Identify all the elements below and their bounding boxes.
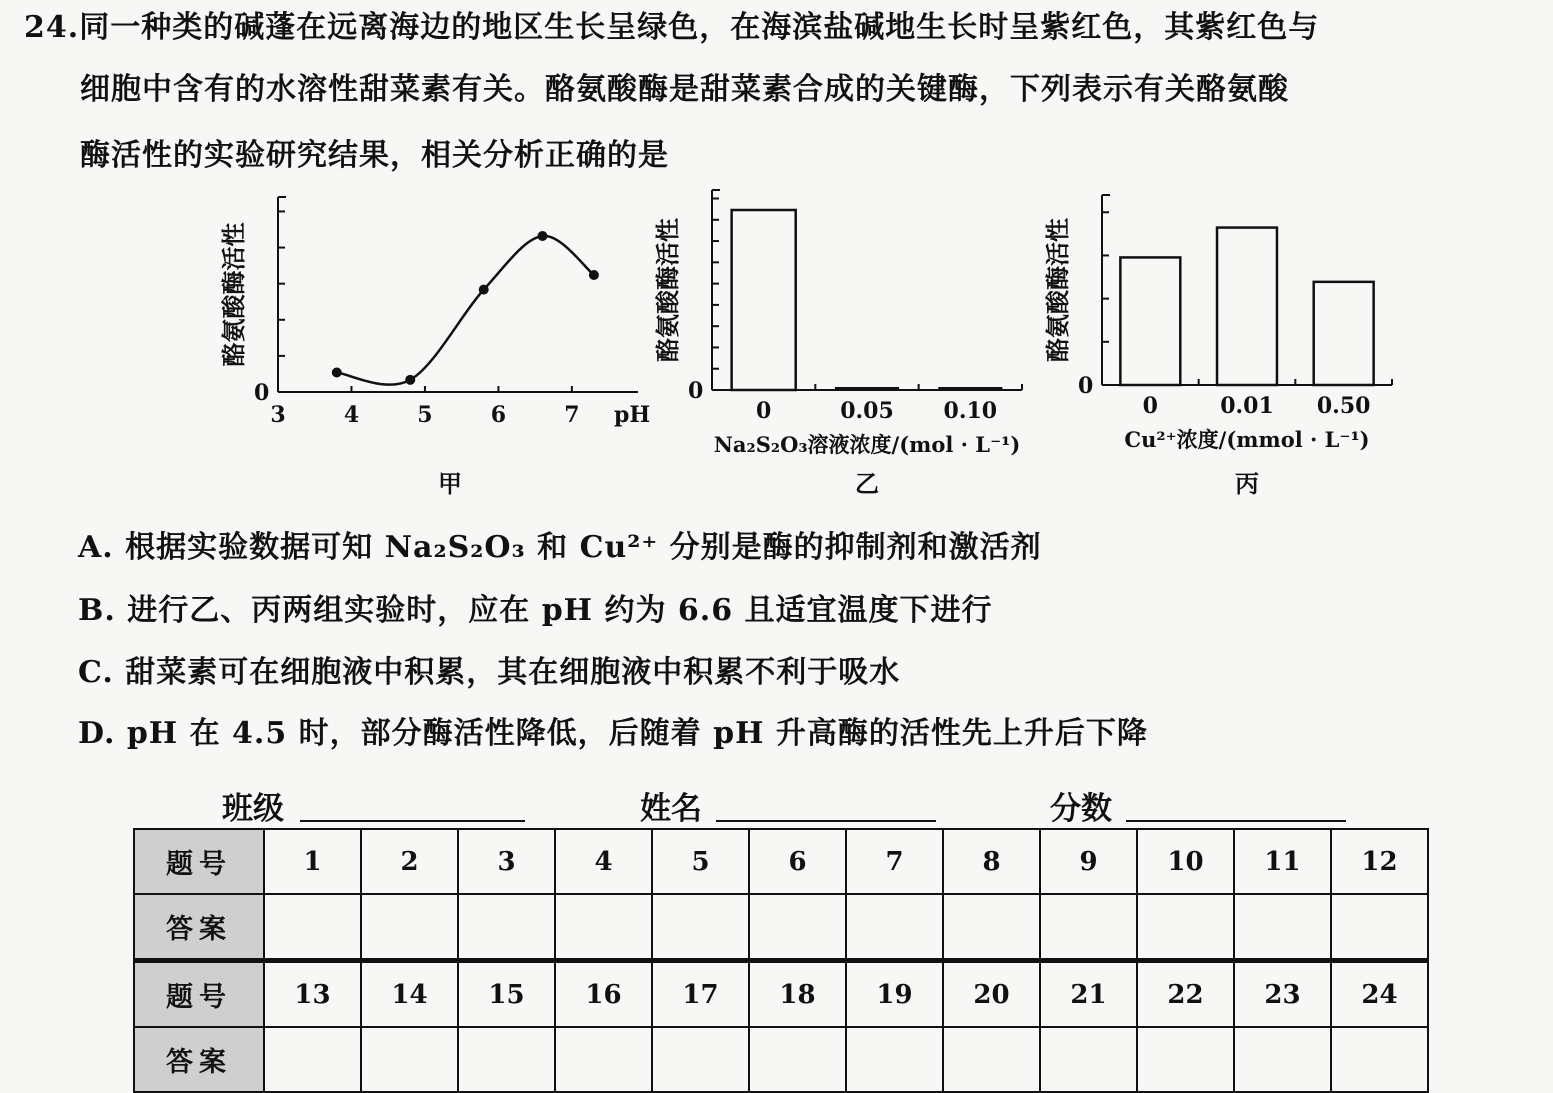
q-number: 9 — [1040, 829, 1137, 894]
answer-cell[interactable] — [555, 1027, 652, 1092]
answer-cell[interactable] — [264, 894, 361, 961]
chart-bing — [1043, 195, 1392, 498]
x-tick-label: 7 — [564, 402, 580, 428]
question-text-1: 同一种类的碱蓬在远离海边的地区生长呈绿色，在海滨盐碱地生长时呈紫红色，其紫红色与 — [79, 10, 1320, 45]
answer-cell[interactable] — [749, 894, 846, 961]
answer-cell[interactable] — [458, 1027, 555, 1092]
score-label: 分数 — [1050, 791, 1112, 827]
y-axis-label: 酪氨酸酶活性 — [1043, 218, 1072, 362]
answer-cell[interactable] — [652, 894, 749, 961]
score-blank[interactable] — [1126, 818, 1346, 822]
q-number: 22 — [1137, 961, 1234, 1028]
q-number: 16 — [555, 961, 652, 1028]
activity-curve — [337, 236, 594, 385]
q-number: 12 — [1331, 829, 1428, 894]
q-number: 19 — [846, 961, 943, 1028]
chart-caption: 丙 — [1235, 469, 1259, 498]
answer-cell[interactable] — [1331, 894, 1428, 961]
answer-cell[interactable] — [264, 1027, 361, 1092]
answer-grid — [133, 828, 1429, 1093]
answer-cell[interactable] — [943, 1027, 1040, 1092]
y-origin-label: 0 — [254, 380, 270, 406]
y-origin-label: 0 — [1078, 373, 1094, 399]
q-number: 5 — [652, 829, 749, 894]
question-number: 24. — [24, 10, 80, 45]
x-tick-label: 5 — [417, 402, 433, 428]
option-a[interactable]: A. 根据实验数据可知 Na₂S₂O₃ 和 Cu²⁺ 分别是酶的抑制剂和激活剂 — [78, 530, 1042, 565]
q-number: 24 — [1331, 961, 1428, 1028]
x-tick-label: 0 — [756, 398, 772, 424]
number-row-1 — [134, 829, 1428, 894]
row-header-answer: 答案 — [134, 894, 264, 961]
bar — [1120, 257, 1180, 385]
x-axis-label: Na₂S₂O₃溶液浓度/(mol · L⁻¹) — [713, 432, 1021, 457]
bar — [1217, 228, 1277, 385]
chart-jia — [219, 197, 650, 498]
x-axis-label: pH — [614, 402, 651, 428]
q-number: 20 — [943, 961, 1040, 1028]
question-line-3: 酶活性的实验研究结果，相关分析正确的是 — [80, 138, 669, 173]
q-number: 11 — [1234, 829, 1331, 894]
q-number: 2 — [361, 829, 458, 894]
answer-cell[interactable] — [749, 1027, 846, 1092]
class-blank[interactable] — [300, 818, 525, 822]
chart-caption: 甲 — [438, 469, 462, 498]
row-header-answer: 答案 — [134, 1027, 264, 1092]
x-tick-label: 0.50 — [1316, 393, 1371, 419]
q-number: 10 — [1137, 829, 1234, 894]
q-number: 14 — [361, 961, 458, 1028]
x-tick-label: 0.01 — [1220, 393, 1274, 419]
q-number: 15 — [458, 961, 555, 1028]
name-blank[interactable] — [716, 818, 936, 822]
x-tick-label: 4 — [343, 402, 360, 428]
answer-cell[interactable] — [1331, 1027, 1428, 1092]
y-axis-label: 酪氨酸酶活性 — [653, 218, 682, 362]
bar — [1314, 282, 1374, 385]
answer-row-1 — [134, 894, 1428, 961]
q-number: 23 — [1234, 961, 1331, 1028]
option-d[interactable]: D. pH 在 4.5 时，部分酶活性降低，后随着 pH 升高酶的活性先上升后下降 — [78, 716, 1148, 751]
answer-cell[interactable] — [458, 894, 555, 961]
class-label: 班级 — [222, 791, 284, 827]
option-c[interactable]: C. 甜菜素可在细胞液中积累，其在细胞液中积累不利于吸水 — [78, 655, 901, 690]
charts-figure — [0, 180, 1553, 510]
y-origin-label: 0 — [688, 378, 704, 404]
name-label: 姓名 — [640, 791, 702, 827]
chart-yi — [653, 190, 1022, 498]
data-point — [479, 285, 489, 295]
q-number: 17 — [652, 961, 749, 1028]
answer-cell[interactable] — [1040, 894, 1137, 961]
answer-cell[interactable] — [846, 894, 943, 961]
q-number: 3 — [458, 829, 555, 894]
number-row-2 — [134, 961, 1428, 1028]
answer-cell[interactable] — [1137, 894, 1234, 961]
data-point — [589, 270, 599, 280]
x-tick-label: 0.05 — [840, 398, 894, 424]
answer-cell[interactable] — [1137, 1027, 1234, 1092]
question-line-1 — [24, 2, 1319, 46]
q-number: 13 — [264, 961, 361, 1028]
row-header-number: 题号 — [134, 961, 264, 1028]
q-number: 18 — [749, 961, 846, 1028]
q-number: 4 — [555, 829, 652, 894]
option-b[interactable]: B. 进行乙、丙两组实验时，应在 pH 约为 6.6 且适宜温度下进行 — [78, 593, 993, 628]
x-tick-label: 6 — [490, 402, 507, 428]
q-number: 6 — [749, 829, 846, 894]
x-tick-label: 0 — [1142, 393, 1158, 419]
answer-cell[interactable] — [361, 1027, 458, 1092]
answer-cell[interactable] — [652, 1027, 749, 1092]
answer-cell[interactable] — [1234, 1027, 1331, 1092]
answer-cell[interactable] — [1040, 1027, 1137, 1092]
q-number: 7 — [846, 829, 943, 894]
bar — [732, 210, 796, 390]
x-tick-label: 3 — [270, 402, 286, 428]
chart-caption: 乙 — [855, 469, 879, 498]
answer-cell[interactable] — [1234, 894, 1331, 961]
answer-cell[interactable] — [555, 894, 652, 961]
x-tick-label: 0.10 — [943, 398, 998, 424]
data-point — [405, 375, 415, 385]
answer-row-2 — [134, 1027, 1428, 1092]
answer-cell[interactable] — [361, 894, 458, 961]
answer-cell[interactable] — [943, 894, 1040, 961]
y-axis-label: 酪氨酸酶活性 — [219, 222, 248, 367]
data-point — [537, 231, 547, 241]
answer-cell[interactable] — [846, 1027, 943, 1092]
q-number: 21 — [1040, 961, 1137, 1028]
q-number: 1 — [264, 829, 361, 894]
question-line-2: 细胞中含有的水溶性甜菜素有关。酪氨酸酶是甜菜素合成的关键酶，下列表示有关酪氨酸 — [80, 72, 1289, 107]
x-axis-label: Cu²⁺浓度/(mmol · L⁻¹) — [1124, 427, 1370, 452]
data-point — [332, 368, 342, 378]
row-header-number: 题号 — [134, 829, 264, 894]
q-number: 8 — [943, 829, 1040, 894]
